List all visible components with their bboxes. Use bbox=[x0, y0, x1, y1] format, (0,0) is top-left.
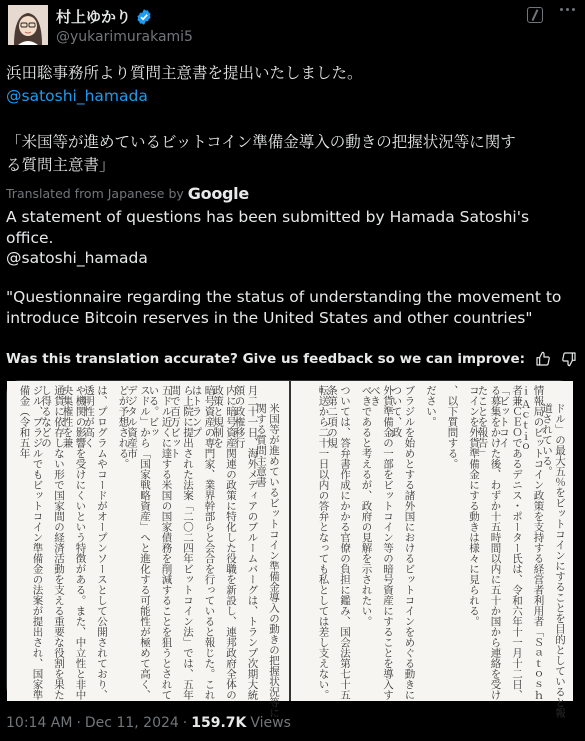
more-options-icon[interactable] bbox=[560, 8, 575, 11]
document-text-column: 月二十一日、海外メディアのブルームバーグは、トランプ次期大統領の政権移行 bbox=[233, 385, 259, 700]
post-date[interactable]: Dec 11, 2024 bbox=[84, 715, 179, 731]
thumbs-down-icon[interactable] bbox=[561, 351, 577, 367]
translation-feedback bbox=[6, 351, 577, 367]
document-text-column: 、以下質問する。 bbox=[446, 385, 459, 469]
document-text-column: 米国等が進めているビットコイン準備金導入の動きの把握状況等に関する質問主意書 bbox=[255, 403, 280, 718]
document-text-column: 五ドル近くに達する米国の国家債務を削減することを狙うとされている。ビッ bbox=[147, 385, 173, 700]
post-header bbox=[0, 0, 585, 56]
author-name-row[interactable] bbox=[56, 6, 153, 27]
thumbs-up-icon[interactable] bbox=[535, 351, 551, 367]
document-text-column: ださい。 bbox=[425, 385, 437, 427]
document-text-column: 情報局のビットコイン政策を支持する経営者利用者「Ｓａｔｏｓｈｉ Ａｃｔｉｏ bbox=[519, 385, 545, 700]
author-handle[interactable]: @yukarimurakami5 bbox=[56, 29, 193, 45]
document-text-column: 通貨に依存しない形で国家間の経済活動を支える重要な役割を果たし得るなどの bbox=[40, 385, 65, 700]
post-quote-line: る質問主意書」 bbox=[6, 156, 115, 174]
document-text-column: ブラジルを始めとする諸外国におけるビットコインをめぐる動きについて、政 bbox=[390, 385, 416, 700]
translation-attribution bbox=[6, 184, 249, 203]
document-text-column: ドル」の最大五％をビットコインにすることを目的としていると報道されている。 bbox=[541, 403, 566, 718]
document-text-column: 外貨準備金の一部をビットコイン等の暗号資産にすることを導入すべき bbox=[369, 385, 394, 700]
translated-mention-link[interactable]: @satoshi_hamada bbox=[6, 249, 148, 267]
document-page-left bbox=[7, 381, 289, 718]
post-time[interactable]: 10:14 AM bbox=[6, 715, 73, 731]
document-text-column: や機関の影響を受けにくいという特徴がある。また、中立性と非中央集権性を兼 bbox=[61, 385, 87, 700]
author-display-name[interactable]: 村上ゆかり bbox=[56, 8, 132, 26]
attached-document-image[interactable] bbox=[6, 380, 572, 718]
translated-text: A statement of questions has been submitted by Hamada Satoshi's office. bbox=[6, 208, 530, 247]
mention-link[interactable]: @satoshi_hamada bbox=[6, 87, 148, 105]
author-avatar[interactable] bbox=[8, 5, 48, 45]
document-text-column: スドル」から「国家戦略資産」へと進化する可能性が極めて高く、デジタル資産市 bbox=[126, 385, 151, 700]
translated-text: "Questionnaire regarding the status of understanding the movement to introduce Bitcoin reserves in the United States and other countries" bbox=[6, 288, 562, 327]
document-text-column: ついては、答弁書作成にかかる官僚の負担に鑑み、国会法第七十五条第二項の規 bbox=[326, 385, 351, 700]
document-text-column: 内に暗号資産関連の政策に特化した役職を新設し、連邦政府全体の政策と規制を bbox=[212, 385, 237, 700]
document-text-column: コインを外貨準備金にする動きは様々に見られる。 bbox=[468, 385, 480, 627]
document-text-column: ら上院に提出された法案「二〇二四年ビットコイン法」では、五年間で百万ビット bbox=[169, 385, 194, 700]
translation-label: Translated from Japanese by bbox=[6, 186, 184, 201]
verified-badge-icon bbox=[135, 8, 153, 26]
views-count: 159.7K bbox=[191, 715, 247, 731]
grok-icon[interactable] bbox=[527, 7, 543, 23]
document-text-column: べきであると考えるが、政府の見解を示されたい。 bbox=[360, 385, 373, 627]
post-text-line: 浜田聡事務所より質問主意書を提出いたしました。 bbox=[6, 64, 363, 82]
document-page-right bbox=[291, 381, 573, 718]
document-text-column: どが予想される。 bbox=[117, 385, 130, 469]
post-meta: 10:14 AM · Dec 11, 2024 · 159.7K Views bbox=[6, 715, 291, 731]
feedback-prompt: Was this translation accurate? Give us feedback so we can improve: bbox=[6, 351, 526, 367]
document-text-column: る募集をかけた後、わずか十五時間以内に五十か国から連絡を受けたことを報告」 bbox=[476, 385, 502, 700]
views-label: Views bbox=[250, 715, 291, 731]
post-quote-line: 「米国等が進めているビットコイン準備金導入の動きの把握状況等に関す bbox=[6, 133, 516, 151]
document-text-column: は、プログラムやコードがオープンソースとして公開されており、透明性が高く bbox=[83, 385, 108, 700]
document-text-column: ジル、ブラジルでもビットコイン準備金の法案が提出され、国家準備金（令和五年 bbox=[18, 385, 44, 700]
google-logo: Google bbox=[187, 184, 249, 203]
document-text-column: 転送から二十一日以内の答弁となっても私としては差し支えない。 bbox=[317, 385, 330, 700]
document-text-column: 暗号資産の専門家、業界幹部らと会合を行っていると報じた。これはトランプ bbox=[190, 385, 216, 700]
document-text-column: 者兼ＣＥＯであるデニス・ポーター氏は、令和六年十一月十二日、「ビットコイ bbox=[498, 385, 523, 700]
